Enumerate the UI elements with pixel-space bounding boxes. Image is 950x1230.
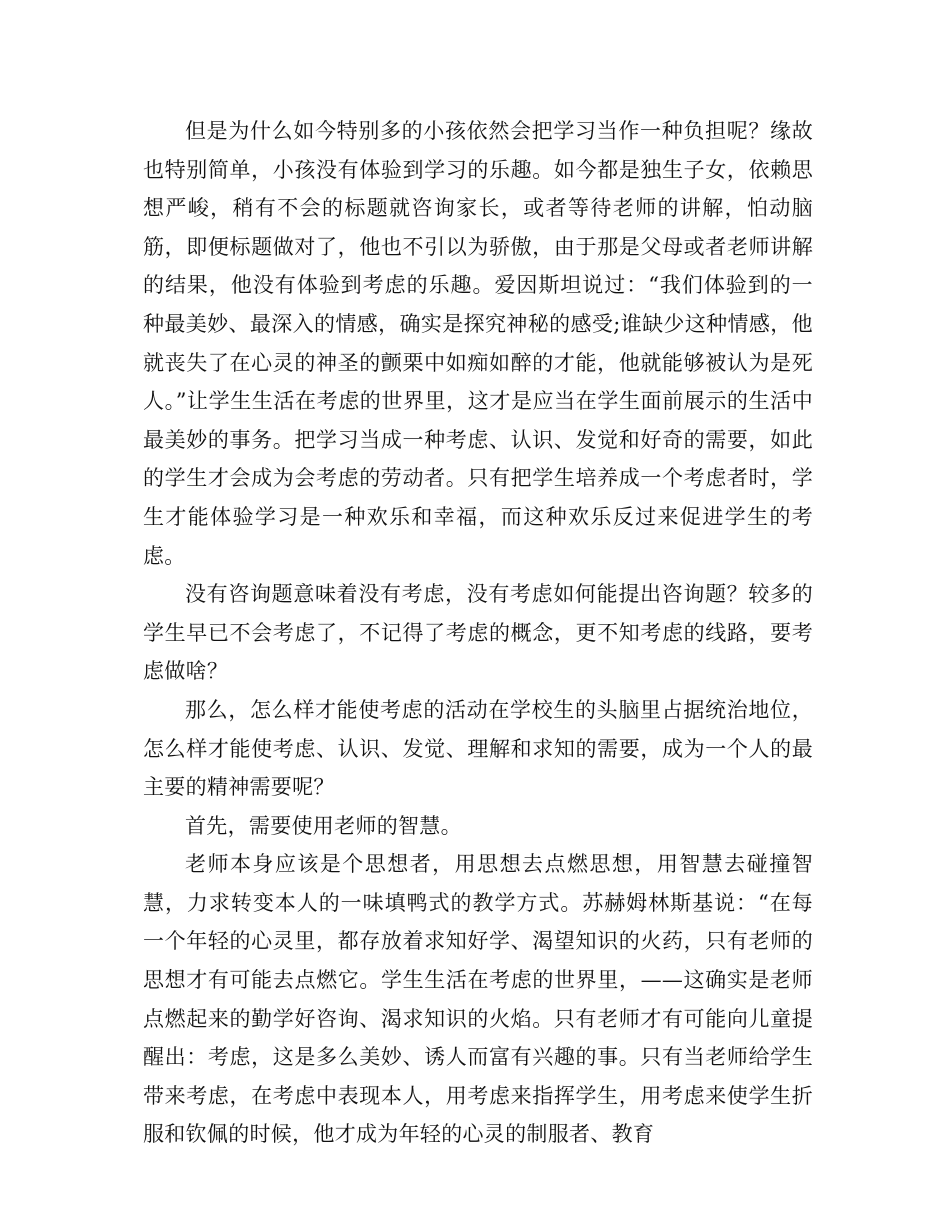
paragraph-teacher-thinker: 老师本身应该是个思想者，用思想去点燃思想，用智慧去碰撞智慧，力求转变本人的一味填鸭式的教学方式。苏赫姆林斯基说：“在每一个年轻的心灵里，都存放着求知好学、渴望知识的火药，只有老师的思想才有可能去点燃它。学生生活在考虑的世界里，——这确实是老师点燃起来的勤学好咨询、渴求知识的火焰。只有老师才有可能向儿童提醒出：考虑，这是多么美妙、诱人而富有兴趣的事。只有当老师给学生带来考虑，在考虑中表现本人，用考虑来指挥学生，用考虑来使学生折服和钦佩的时候，他才成为年轻的心灵的制服者、教育 bbox=[143, 852, 813, 1147]
paragraph-how-to-think: 那么，怎么样才能使考虑的活动在学校生的头脑里占据统治地位，怎么样才能使考虑、认识、发觉、理解和求知的需要，成为一个人的最主要的精神需要呢？ bbox=[143, 697, 813, 800]
paragraph-no-questions: 没有咨询题意味着没有考虑，没有考虑如何能提出咨询题？较多的学生早已不会考虑了，不记得了考虑的概念，更不知考虑的线路，要考虑做啥？ bbox=[143, 582, 813, 684]
paragraph-learning-burden: 但是为什么如今特别多的小孩依然会把学习当作一种负担呢？缘故也特别简单，小孩没有体验到学习的乐趣。如今都是独生子女，依赖思想严峻，稍有不会的标题就咨询家长，或者等待老师的讲解，怕动脑筋，即便标题做对了，他也不引以为骄傲，由于那是父母或者老师讲解的结果，他没有体验到考虑的乐趣。爱因斯坦说过：“我们体验到的一种最美妙、最深入的情感，确实是探究神秘的感受;谁缺少这种情感，他就丧失了在心灵的神圣的颤栗中如痴如醉的才能，他就能够被认为是死人。”让学生生活在考虑的世界里，这才是应当在学生面前展示的生活中最美妙的事务。把学习当成一种考虑、认识、发觉和好奇的需要，如此的学生才会成为会考虑的劳动者。只有把学生培养成一个考虑者时，学生才能体验学习是一种欢乐和幸福，而这种欢乐反过来促进学生的考虑。 bbox=[143, 119, 813, 568]
paragraph-teacher-wisdom: 首先，需要使用老师的智慧。 bbox=[185, 813, 462, 838]
document-page bbox=[143, 112, 813, 1154]
